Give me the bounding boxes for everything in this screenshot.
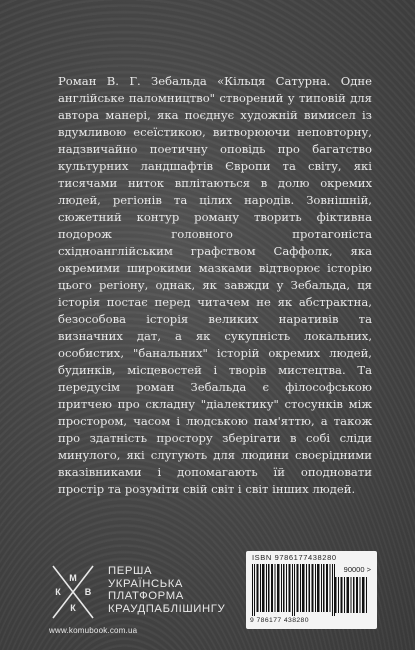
barcode-bars-icon xyxy=(252,564,336,616)
logo-letter-bottom: К xyxy=(70,603,76,613)
logo-letter-top: М xyxy=(69,573,77,583)
publisher-name-line: ПЕРША xyxy=(108,565,153,577)
blurb-text: Роман В. Г. Зебальда «Кільця Сатурна. Одне англійське паломництво" створений у типовій для автора манері, яка поєднує художній вимисел із вдумливою есеїстикою, витворюючи неповторну, надзвичайно поетичну оповідь про багатство культурних ландшафтів Європи та світу, які тисячами ниток вплітаються в долю окремих людей, регіонів та цілих народів. Зовнішній, сюжетний контур роману творить фіктивна подорож головного протагоніста східноанглійським графством Саффолк, яка окремими широкими мазками відтворює історію цього регіону, однак, як завжди у Зебальда, ця історія постає перед читачем не як абстрактна, безособова історія великих наративів та визначних дат, а як сукупність локальних, особистих, "банальних" історій окремих людей, будинків, місцевостей і творів мистецтва. Та передусім роман Зебальда є філософською притчею про складну "діалектику" стосунків між простором, часом і людською пам'яттю, а також про здатність простору зберігати в собі сліди минулого, які слугують для людини своєрідними вказівниками і допомагають їй оподновати простір та розуміти свій світ і світ інших людей. xyxy=(58,74,372,496)
publisher-logo xyxy=(49,562,97,622)
price-code: 90000 > xyxy=(343,565,371,574)
barcode-digits: 9 786177 438280 xyxy=(250,617,309,624)
isbn-label: ISBN 9786177438280 xyxy=(252,553,337,562)
publisher-logo-icon xyxy=(49,562,97,622)
publisher-name-line: УКРАЇНСЬКА xyxy=(108,577,184,590)
logo-letter-right: В xyxy=(84,587,92,597)
publisher-website: www.komubook.com.ua xyxy=(49,626,138,635)
publisher-name-line: КРАУДПАБЛІШИНГУ xyxy=(108,602,226,615)
logo-letter-left: К xyxy=(55,587,61,597)
publisher-name xyxy=(108,565,225,615)
isbn-barcode xyxy=(246,551,377,629)
price-barcode-icon xyxy=(335,577,369,613)
publisher-name-line: ПЛАТФОРМА xyxy=(108,590,184,602)
